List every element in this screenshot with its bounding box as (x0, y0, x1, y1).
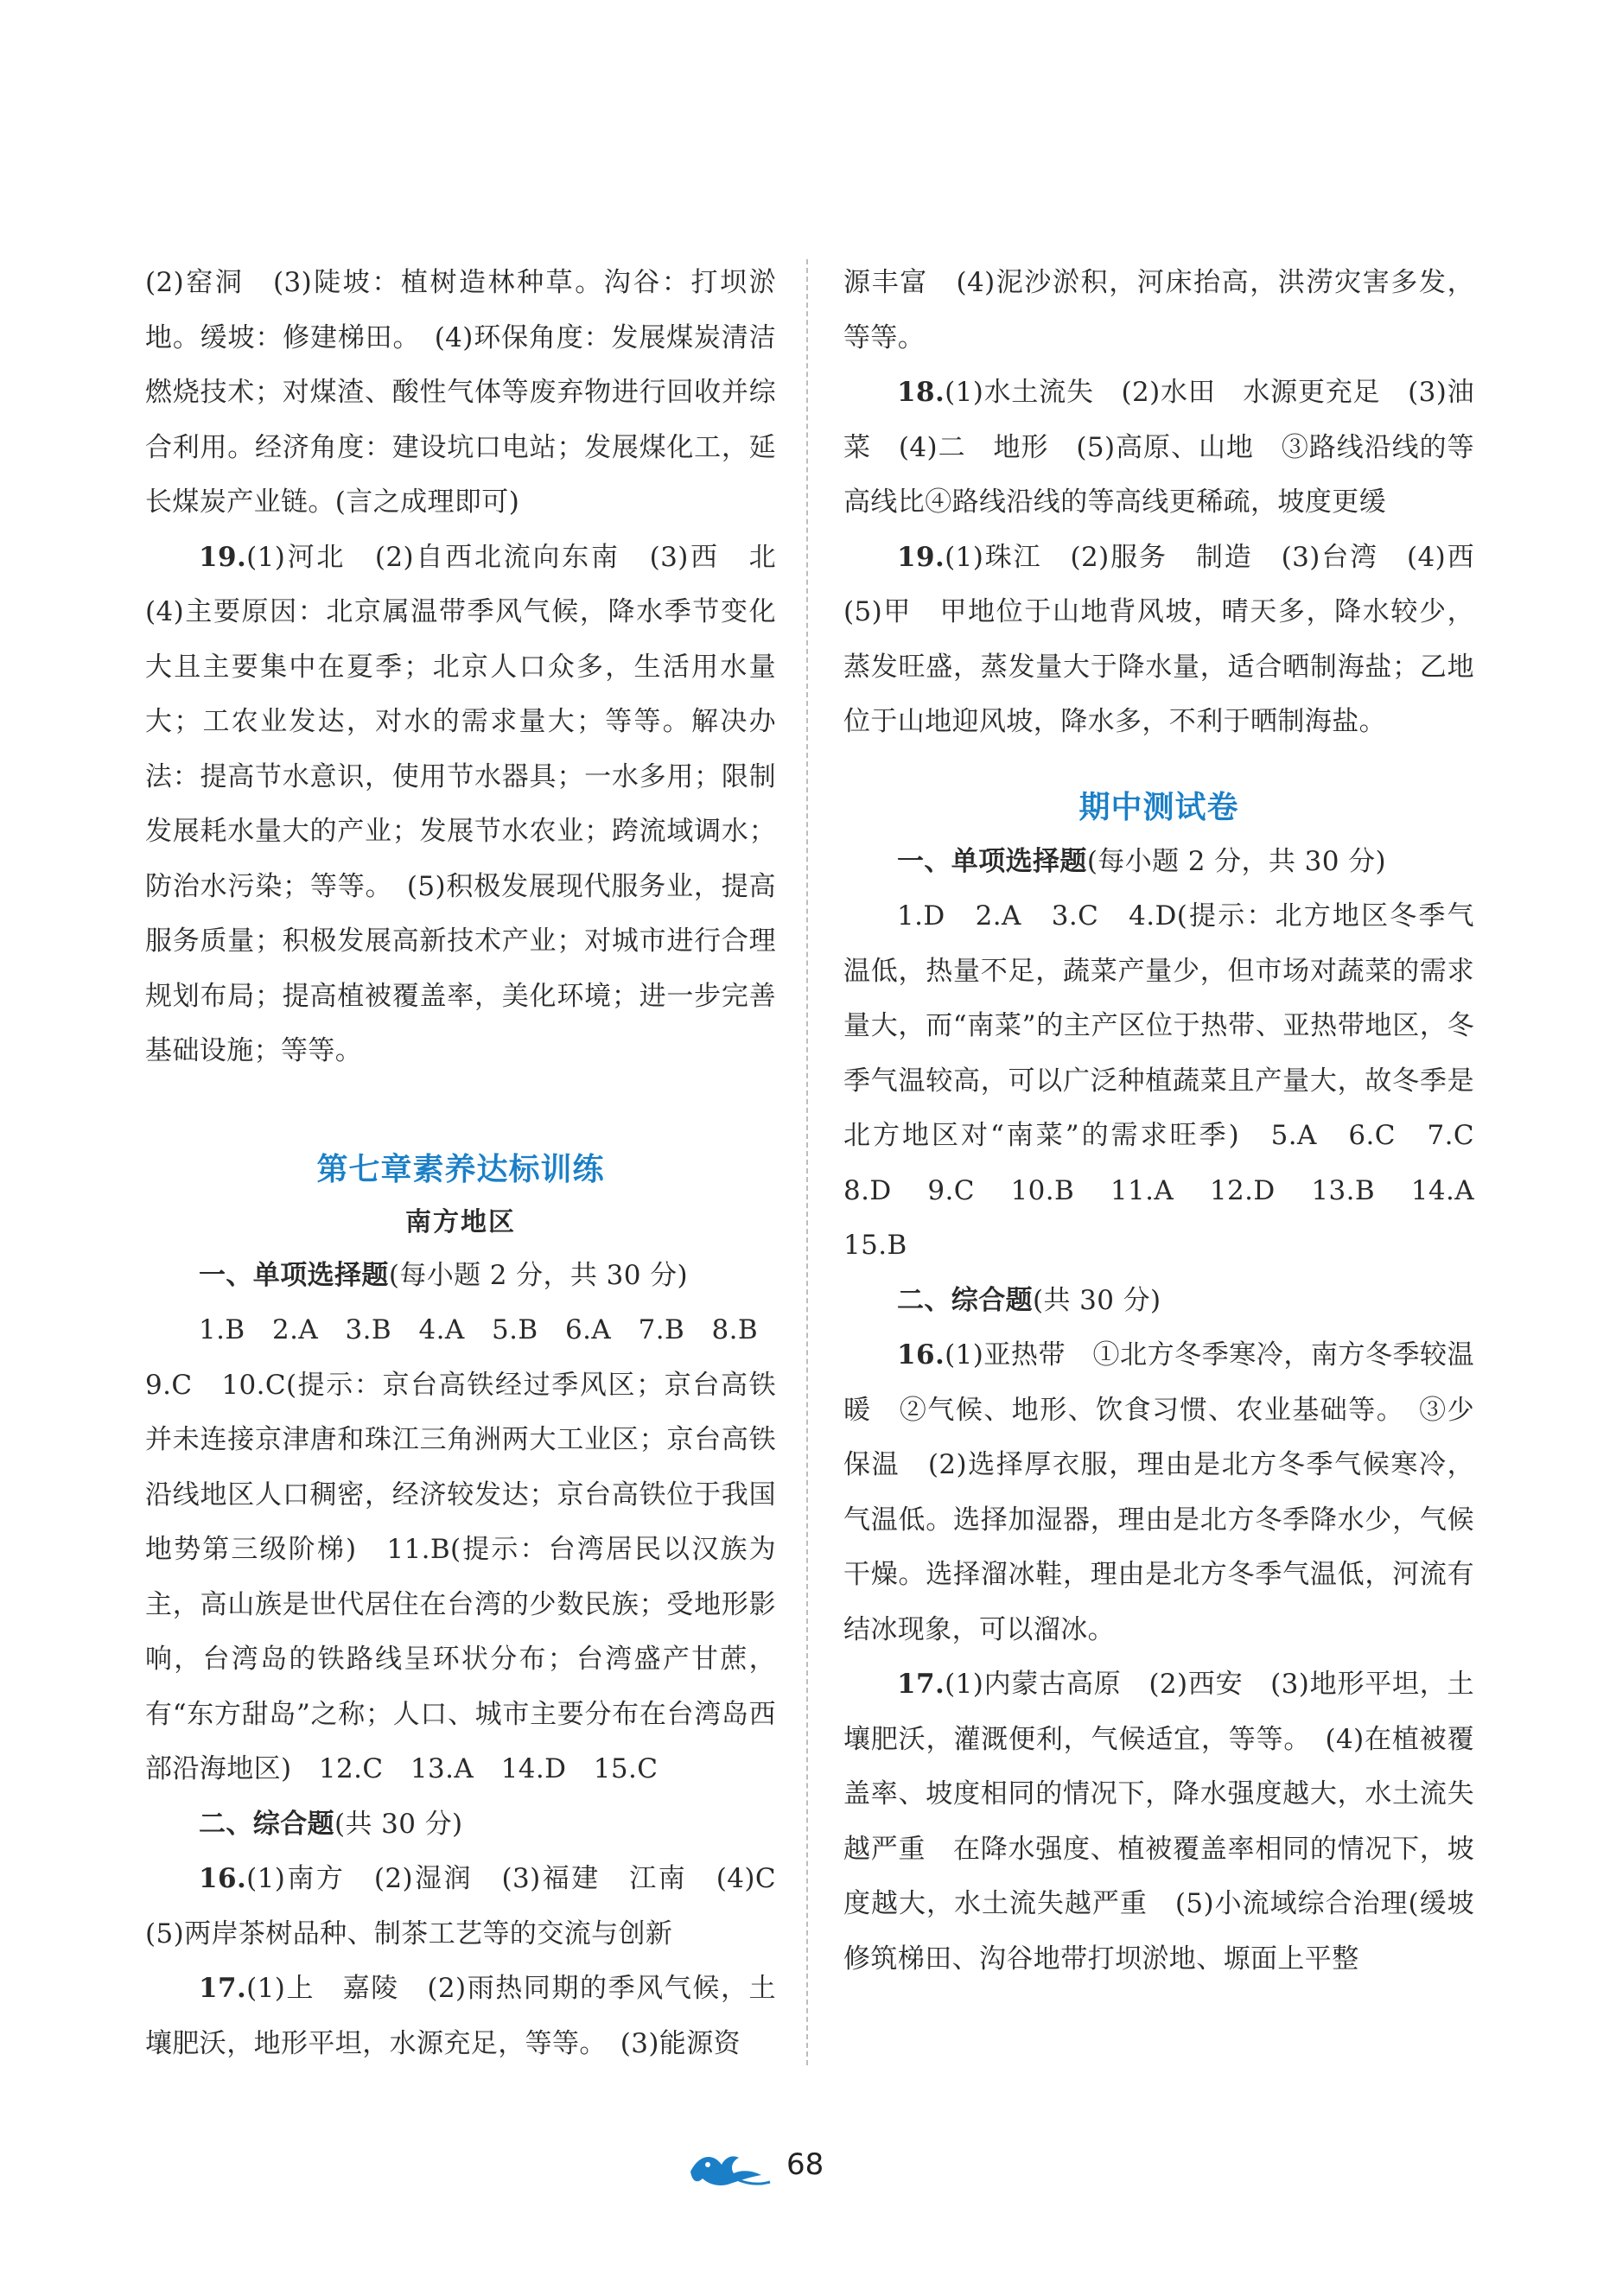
answer-paragraph-17: 17.(1)上 嘉陵 (2)雨热同期的季风气候，土壤肥沃，地形平坦，水源充足，等等。 (3)能源资 (145, 1973, 776, 2059)
section-title-midterm: 期中测试卷 (1078, 788, 1239, 825)
page-footer (0, 2139, 1597, 2208)
bird-logo-icon (687, 2146, 773, 2191)
part2-heading: 二、综合题(共 30 分) (199, 1808, 463, 1840)
answer-paragraph: 源丰富 (4)泥沙淤积，河床抬高，洪涝灾害多发，等等。 (843, 267, 1474, 353)
answer-paragraph: (2)窑洞 (3)陡坡：植树造林种草。沟谷：打坝淤地。缓坡：修建梯田。 (4)环保角度：发展煤炭清洁燃烧技术；对煤渣、酸性气体等废弃物进行回收并综合利用。经济角度：建设坑口电站；发展煤化工，延长煤炭产业链。(言之成理即可) (145, 267, 776, 518)
section-subtitle: 南方地区 (405, 1206, 516, 1237)
page-number: 68 (786, 2147, 824, 2182)
choice-answers-hints: 9.C 10.C(提示：京台高铁经过季风区；京台高铁并未连接京津唐和珠江三角洲两大工业区；京台高铁沿线地区人口稠密，经济较发达；京台高铁位于我国地势第三级阶梯) 11.B(提示：台湾居民以汉族为主，高山族是世代居住在台湾的少数民族；受地形影响，台湾岛的铁路线呈环状分布；台湾盛产甘蔗，有“东方甜岛”之称；人口、城市主要分布在台湾岛西部沿海地区) 12.C 13.A 14.D 15.C (145, 1369, 776, 1784)
answer-paragraph-17: 17.(1)内蒙古高原 (2)西安 (3)地形平坦，土壤肥沃，灌溉便利，气候适宜，等等。 (4)在植被覆盖率、坡度相同的情况下，降水强度越大，水土流失越严重 在降水强度、植被覆盖率相同的情况下，坡度越大，水土流失越严重 (5)小流域综合治理(缓坡修筑梯田、沟谷地带打坝淤地、塬面上平整 (843, 1669, 1474, 1975)
answer-paragraph-19: 19.(1)河北 (2)自西北流向东南 (3)西 北 (4)主要原因：北京属温带季风气候，降水季节变化大且主要集中在夏季；北京人口众多，生活用水量大；工农业发达，对水的需求量大；等等。解决办法：提高节水意识，使用节水器具；一水多用；限制发展耗水量大的产业；发展节水农业；跨流域调水；防治水污染；等等。 (5)积极发展现代服务业，提高服务质量；积极发展高新技术产业；对城市进行合理规划布局；提高植被覆盖率，美化环境；进一步完善基础设施；等等。 (145, 541, 804, 1066)
column-divider (806, 259, 808, 2065)
right-column (843, 256, 1502, 1987)
answer-paragraph-19: 19.(1)珠江 (2)服务 制造 (3)台湾 (4)西 (5)甲 甲地位于山地背风坡，晴天多，降水较少，蒸发旺盛，蒸发量大于降水量，适合晒制海盐；乙地位于山地迎风坡，降水多，不利于晒制海盐。 (843, 541, 1502, 737)
part1-heading: 一、单项选择题(每小题 2 分，共 30 分) (897, 845, 1386, 877)
part1-heading: 一、单项选择题(每小题 2 分，共 30 分) (199, 1259, 688, 1291)
left-column (145, 256, 804, 2071)
answer-paragraph-16: 16.(1)亚热带 ①北方冬季寒冷，南方冬季较温暖 ②气候、地形、饮食习惯、农业基础等。 ③少 保温 (2)选择厚衣服，理由是北方冬季气候寒冷，气温低。选择加湿器，理由是北方冬季降水少，气候干燥。选择溜冰鞋，理由是北方冬季气温低，河流有结冰现象，可以溜冰。 (843, 1339, 1502, 1645)
section-title-chapter7: 第七章素养达标训练 (316, 1150, 605, 1187)
part2-heading: 二、综合题(共 30 分) (897, 1284, 1161, 1316)
choice-answers-hints: 1.D 2.A 3.C 4.D(提示：北方地区冬季气温低，热量不足，蔬菜产量少，但市场对蔬菜的需求量大，而“南菜”的主产区位于热带、亚热带地区，冬季气温较高，可以广泛种植蔬菜且产量大，故冬季是北方地区对“南菜”的需求旺季) 5.A 6.C 7.C 8.D 9.C 10.B 11.A 12.D 13.B 14.A 15.B (843, 900, 1502, 1261)
choice-answers-row: 1.B 2.A 3.B 4.A 5.B 6.A 7.B 8.B (199, 1314, 759, 1345)
answer-paragraph-16: 16.(1)南方 (2)湿润 (3)福建 江南 (4)C (5)两岸茶树品种、制茶工艺等的交流与创新 (145, 1863, 804, 1949)
question-number: 19. (199, 541, 247, 573)
answer-paragraph-18: 18.(1)水土流失 (2)水田 水源更充足 (3)油菜 (4)二 地形 (5)高原、山地 ③路线沿线的等高线比④路线沿线的等高线更稀疏，坡度更缓 (843, 377, 1474, 518)
